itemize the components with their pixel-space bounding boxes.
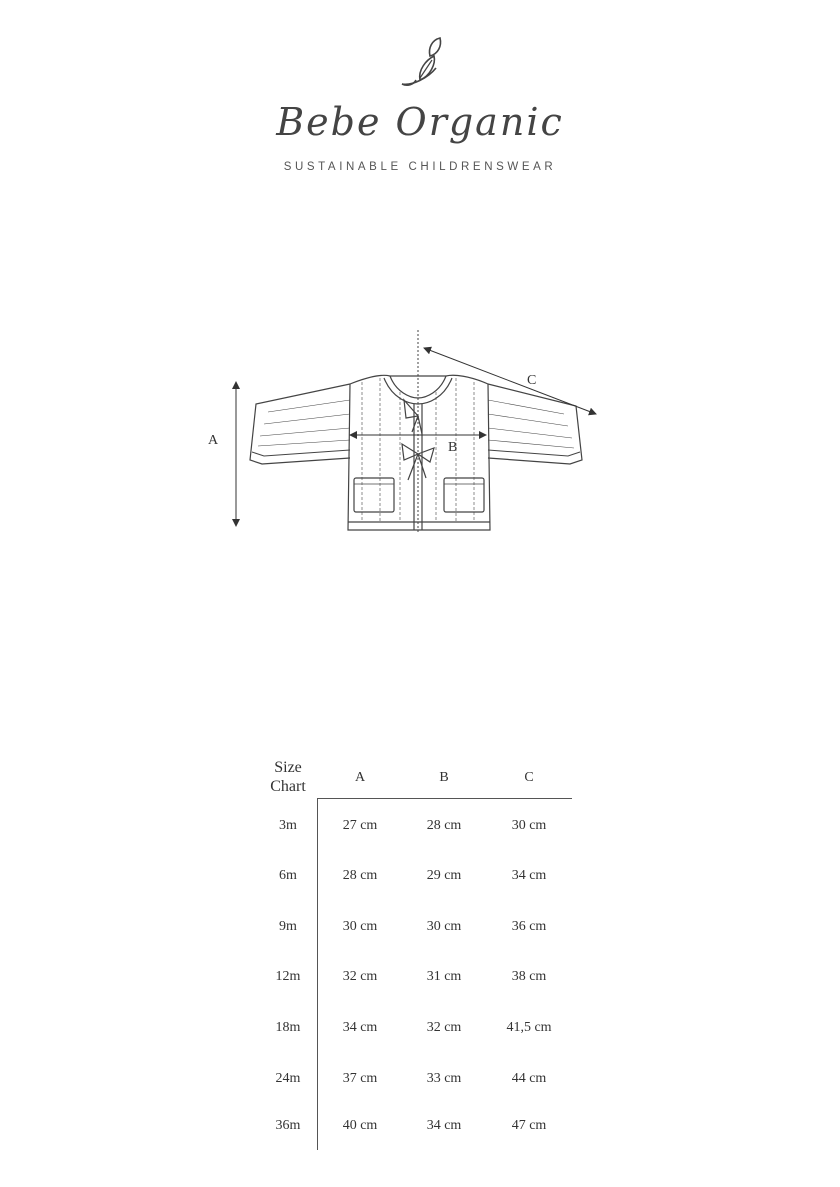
table-cell: 30 cm [426,919,462,934]
table-cell: 28 cm [342,868,378,883]
table-cell: 38 cm [511,969,547,984]
brand-tagline: SUSTAINABLE CHILDRENSWEAR [283,161,557,173]
column-header-b: B [439,770,449,785]
row-size-label: 36m [275,1118,301,1133]
table-cell: 33 cm [426,1071,462,1086]
table-cell: 36 cm [511,919,547,934]
header-divider [317,798,572,799]
size-chart-title [240,758,336,796]
leaf-sprig-icon [390,34,450,94]
column-header-a: A [354,770,366,785]
table-cell: 28 cm [426,818,462,833]
table-cell: 31 cm [426,969,462,984]
table-cell: 41,5 cm [506,1020,552,1035]
row-size-label: 12m [275,969,301,984]
table-cell: 29 cm [426,868,462,883]
size-chart-table [240,750,600,1160]
table-cell: 44 cm [511,1071,547,1086]
table-cell: 34 cm [342,1020,378,1035]
label-c: C [527,373,537,388]
jacket-flat-sketch-icon [250,375,582,530]
size-chart-title-line2: Chart [270,778,306,795]
size-chart-title-line1: Size [274,759,302,776]
row-size-label: 9m [279,919,297,934]
table-cell: 34 cm [426,1118,462,1133]
table-cell: 40 cm [342,1118,378,1133]
row-size-label: 18m [275,1020,301,1035]
table-cell: 32 cm [342,969,378,984]
row-size-label: 6m [279,868,297,883]
jacket-measurement-diagram [190,320,630,560]
row-size-label: 24m [275,1071,301,1086]
brand-name: Bebe Organic [276,100,564,144]
table-cell: 32 cm [426,1020,462,1035]
label-b: B [448,440,458,455]
table-cell: 30 cm [511,818,547,833]
table-cell: 37 cm [342,1071,378,1086]
column-header-c: C [524,770,534,785]
label-a: A [208,433,219,448]
table-cell: 47 cm [511,1118,547,1133]
table-cell: 30 cm [342,919,378,934]
table-cell: 34 cm [511,868,547,883]
row-size-label: 3m [279,818,297,833]
table-cell: 27 cm [342,818,378,833]
